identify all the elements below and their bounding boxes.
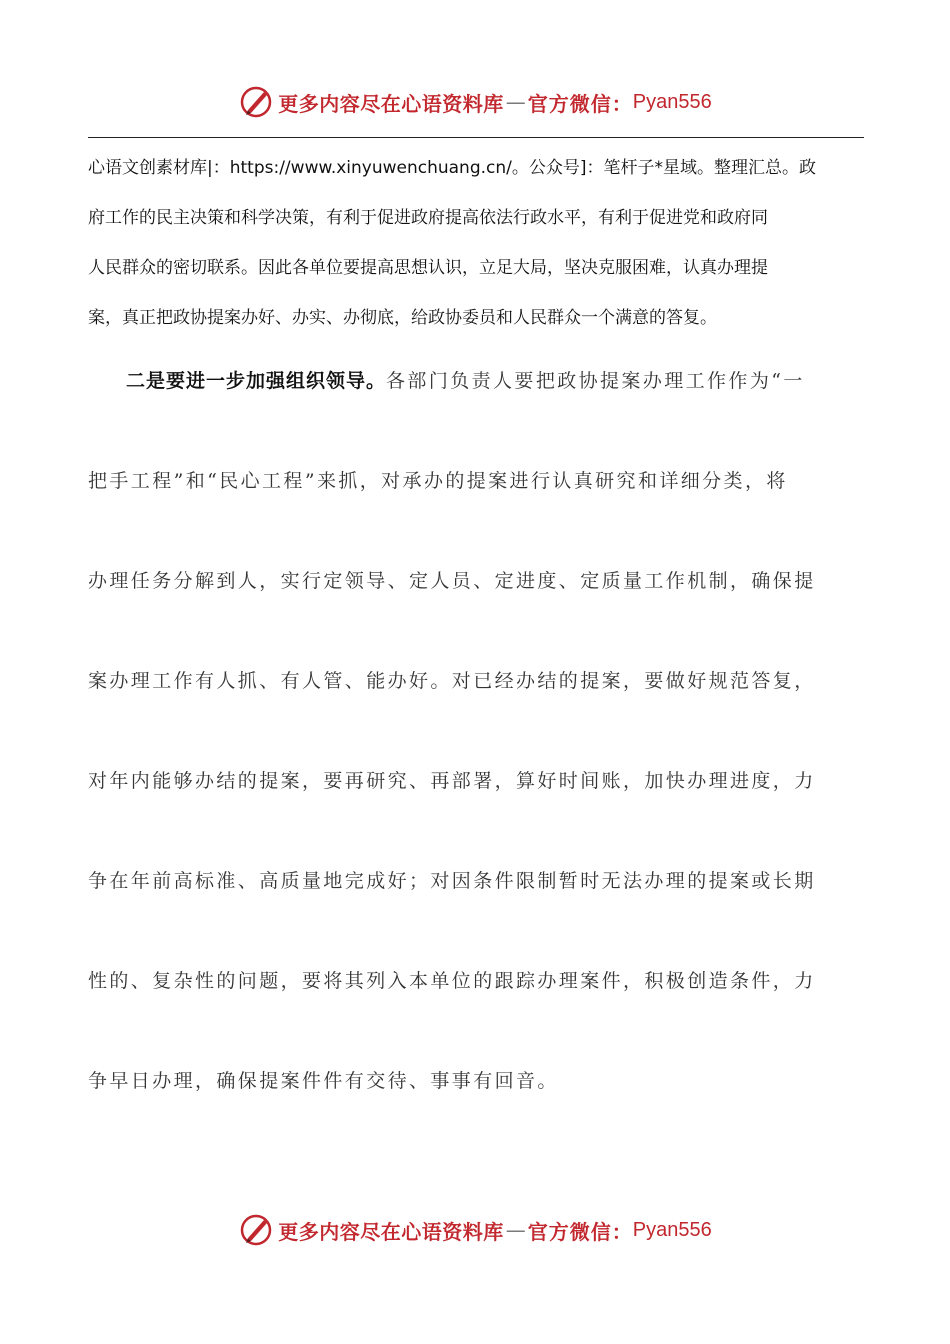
footer-banner <box>0 1210 950 1250</box>
paragraph-line: 性的、复杂性的问题，要将其列入本单位的跟踪办理案件，积极创造条件，力 <box>88 970 816 992</box>
pen-logo-icon <box>238 1212 274 1248</box>
paragraph-line: 案办理工作有人抓、有人管、能办好。对已经办结的提案，要做好规范答复， <box>88 670 816 692</box>
banner-separator: — <box>505 1218 526 1242</box>
wechat-label: 官方微信： <box>527 91 633 116</box>
paragraph-line: 办理任务分解到人，实行定领导、定人员、定进度、定质量工作机制，确保提 <box>88 570 816 592</box>
banner-separator: — <box>505 90 526 114</box>
section-heading: 二是要进一步加强组织领导。 <box>126 370 387 392</box>
pen-logo-icon <box>238 84 274 120</box>
paragraph-2 <box>88 355 864 1155</box>
paragraph-line: 对年内能够办结的提案，要再研究、再部署，算好时间账，加快办理进度，力 <box>88 770 816 792</box>
paragraph-line: 府工作的民主决策和科学决策，有利于促进政府提高依法行政水平，有利于促进党和政府同 <box>88 208 768 228</box>
paragraph-line: 人民群众的密切联系。因此各单位要提高思想认识，立足大局，坚决克服困难，认真办理提 <box>88 258 768 278</box>
paragraph-line: 争在年前高标准、高质量地完成好；对因条件限制暂时无法办理的提案或长期 <box>88 870 816 892</box>
paragraph-line: 把手工程”和“民心工程”来抓，对承办的提案进行认真研究和详细分类，将 <box>88 470 788 492</box>
paragraph-line-text: 各部门负责人要把政协提案办理工作作为“一 <box>386 370 805 392</box>
paragraph-line: 争早日办理，确保提案件件有交待、事事有回音。 <box>88 1070 559 1092</box>
wechat-label: 官方微信： <box>527 1219 633 1244</box>
paragraph-line: 心语文创素材库|：https://www.xinyuwenchuang.cn/。公众号]：笔杆子*星域。整理汇总。政 <box>88 158 817 178</box>
header-banner <box>0 82 950 122</box>
paragraph-1 <box>88 143 864 343</box>
banner-text: 更多内容尽在心语资料库 <box>278 1219 504 1244</box>
wechat-id: Pyan556 <box>632 1218 712 1241</box>
paragraph-line: 案，真正把政协提案办好、办实、办彻底，给政协委员和人民群众一个满意的答复。 <box>88 308 717 328</box>
wechat-id: Pyan556 <box>632 90 712 113</box>
banner-text: 更多内容尽在心语资料库 <box>278 91 504 116</box>
header-rule <box>88 137 864 138</box>
paragraph-first-line <box>88 355 864 455</box>
